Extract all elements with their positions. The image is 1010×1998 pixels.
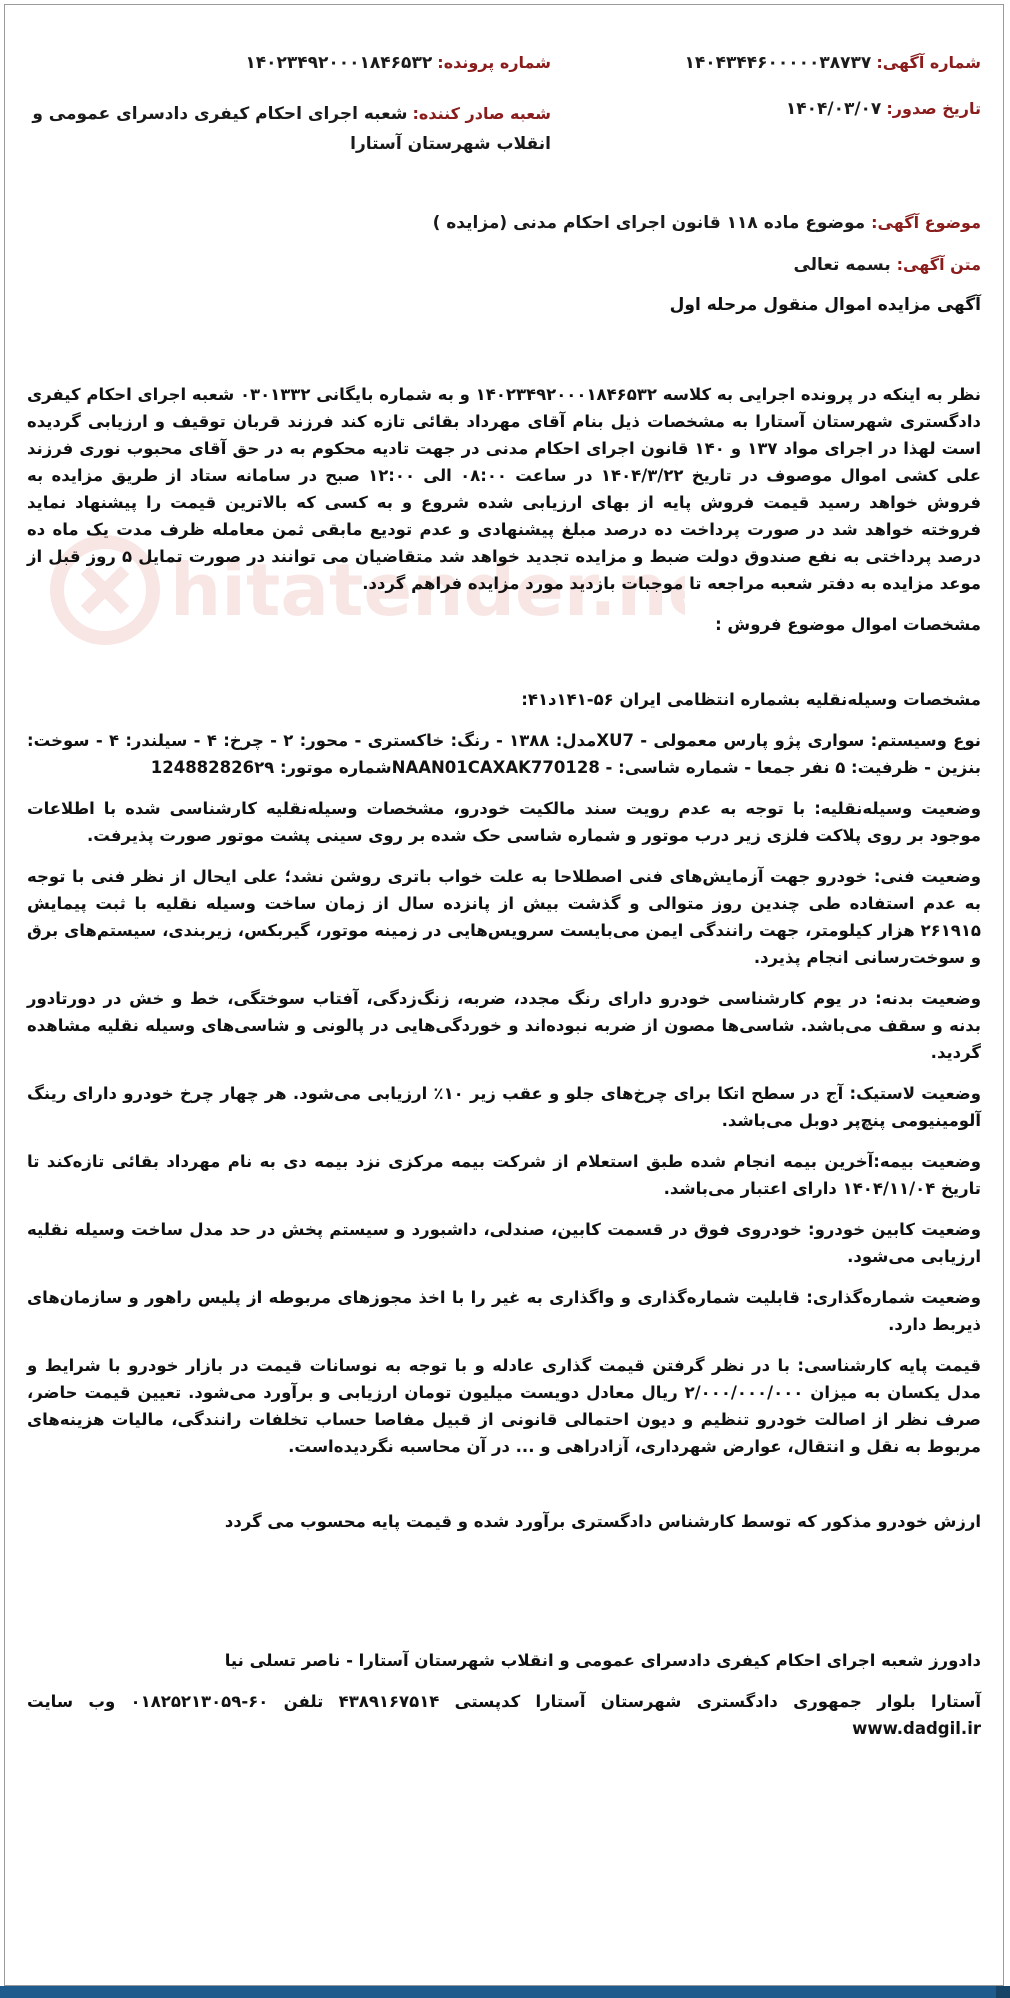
vehicle-heading: مشخصات وسیله‌نقلیه بشماره انتظامی ایران ۵۶-۱۴۱د۴۱: — [521, 690, 981, 709]
ad-number-value: ۱۴۰۴۳۴۴۶۰۰۰۰۰۳۸۷۳۷ — [684, 53, 872, 73]
header-block — [27, 27, 981, 177]
issuing-branch-row — [6, 99, 551, 159]
vehicle-status-paragraph: وضعیت وسیله‌نقلیه: با توجه به عدم رویت سند مالکیت خودرو، مشخصات وسیله‌نقلیه کارشناسی شده با اطلاعات موجود بر روی پلاکت فلزی زیر درب موتور و شماره شاسی حک شده بر روی سینی پشت موتور صورت پذیرفت. — [27, 799, 981, 845]
plate-status-paragraph: وضعیت شماره‌گذاری: قابلیت شماره‌گذاری و واگذاری به غیر را با اخذ مجوزهای مربوطه از پلیس راهور و سازمان‌های ذیربط دارد. — [27, 1288, 981, 1334]
announcement-title: آگهی مزایده اموال منقول مرحله اول — [669, 295, 981, 315]
intro-paragraph: نظر به اینکه در پرونده اجرایی به کلاسه ۱۴۰۲۳۴۹۲۰۰۰۱۸۴۶۵۳۲ و به شماره بایگانی ۰۳۰۱۳۳۲ شعبه اجرای احکام کیفری دادگستری شهرستان آستارا به مشخصات ذیل بنام آقای مهرداد بقائی تازه کند فرزند قربان توقیف و ارزیابی گردیده است لهذا در اجرای مواد ۱۳۷ و ۱۴۰ قانون اجرای احکام مدنی در جهت تادیه محکوم به در حق آقای محبوب نوری فرزند علی کشی اموال موصوف در تاریخ ۱۴۰۴/۳/۲۲ در ساعت ۰۸:۰۰ الی ۱۲:۰۰ صبح در سامانه ستاد از طریق مزایده به فروش خواهد رسید قیمت فروش پایه از بهای ارزیابی شده شروع و به کسی که بالاترین قیمت را پیشنهاد نماید فروخته خواهد شد در صورت پرداخت ده درصد مبلغ پیشنهادی و عدم تودیع مابقی ثمن معامله ظرف مدت یک ماه ده درصد پرداختی به نفع صندوق دولت ضبط و مزایده تجدید خواهد شد متقاضیان می توانند در صورت تمایل ۵ روز قبل از موعد مزایده به دفتر شعبه مراجعه تا موجبات بازدید مورد مزایده فراهم گردد. — [27, 385, 981, 593]
text-intro-row — [27, 255, 981, 275]
signature-line-1: دادورز شعبه اجرای احکام کیفری دادسرای عمومی و انقلاب شهرستان آستارا - ناصر تسلی نیا — [224, 1651, 981, 1670]
vehicle-type-paragraph: نوع وسیستم: سواری پژو پارس معمولی - XU7مدل: ۱۳۸۸ - رنگ: خاکستری - محور: ۲ - چرخ: ۴ - سیلندر: ۴ - سوخت: بنزین - ظرفیت: ۵ نفر جمعا - شماره شاسی: - NAAN01CAXAK770128شماره موتور: 124882826۲۹ — [27, 731, 981, 777]
technical-status-paragraph: وضعیت فنی: خودرو جهت آزمایش‌های فنی اصطلاحا به علت خواب باتری روشن نشد؛ علی ایحال از نظر فنی با توجه به عدم استفاده طی چندین روز متوالی و گذشت بیش از پانزده سال از زمان ساخت وسیله نقلیه با ثبت پیمایش ۲۶۱۹۱۵ هزار کیلومتر، جهت رانندگی ایمن می‌بایست سرویس‌هایی در زمینه موتور، گیربکس، زیربندی، سیستم‌های برق و سوخت‌رسانی انجام پذیرد. — [27, 867, 981, 967]
spacer — [27, 638, 981, 686]
assets-heading: مشخصات اموال موضوع فروش : — [715, 615, 981, 634]
case-number-label: شماره پرونده: — [437, 53, 551, 72]
announcement-page — [5, 5, 1003, 1985]
base-price-paragraph: قیمت پایه کارشناسی: با در نظر گرفتن قیمت گذاری عادله و با توجه به نوسانات قیمت در بازار خودرو با شرایط و مدل یکسان به میزان ۲/۰۰۰/۰۰۰/۰۰۰ ریال معادل دویست میلیون تومان ارزیابی و برآورد می‌شود. تعیین قیمت حاضر، صرف نظر از اصالت خودرو تنظیم و دیون احتمالی قانونی از قبیل مفاصا حساب تخلفات رانندگی، مالیات هزینه‌های مربوط به نقل و انتقال، عوارض شهرداری، آزادراهی و ... در آن محاسبه نگردیده‌است. — [27, 1356, 981, 1456]
case-number-row — [245, 53, 551, 73]
valuation-note: ارزش خودرو مذکور که توسط کارشناس دادگستری برآورد شده و قیمت پایه محسوب می گردد — [224, 1512, 981, 1531]
ad-number-row — [684, 53, 981, 73]
signature-line-2 — [27, 1688, 981, 1742]
subject-value: موضوع ماده ۱۱۸ قانون اجرای احکام مدنی (مزایده ) — [432, 213, 866, 233]
address-text: آستارا بلوار جمهوری دادگستری شهرستان آستارا کدپستی ۴۳۸۹۱۶۷۵۱۴ تلفن ۶۰-۰۱۸۲۵۲۱۳۰۵۹ وب سایت — [27, 1692, 981, 1711]
text-intro-label: متن آگهی: — [896, 255, 981, 274]
body-status-paragraph: وضعیت بدنه: در یوم کارشناسی خودرو دارای رنگ مجدد، ضربه، زنگ‌زدگی، آفتاب سوختگی، خط و خش در دورتادور بدنه و سقف می‌باشد. شاسی‌ها مصون از ضربه نبوده‌اند و خوردگی‌هایی در پالونی و شاسی‌های وسیله نقلیه مشاهده گردید. — [27, 989, 981, 1062]
cabin-status-paragraph: وضعیت کابین خودرو: خودروی فوق در قسمت کابین، صندلی، داشبورد و سیستم پخش در حد مدل ساخت وسیله نقلیه ارزیابی می‌شود. — [27, 1220, 981, 1266]
case-number-value: ۱۴۰۲۳۴۹۲۰۰۰۱۸۴۶۵۳۲ — [245, 53, 433, 73]
issue-date-row — [786, 99, 981, 119]
spacer — [27, 1535, 981, 1647]
website-link[interactable]: www.dadgil.ir — [852, 1719, 981, 1738]
insurance-status-paragraph: وضعیت بیمه:آخرین بیمه انجام شده طبق استعلام از شرکت بیمه مرکزی نزد بیمه دی به نام مهرداد بقائی تازه‌کند تا تاریخ ۱۴۰۴/۱۱/۰۴ دارای اعتبار می‌باشد. — [27, 1152, 981, 1198]
issuing-branch-value: شعبه اجرای احکام کیفری دادسرای عمومی و انقلاب شهرستان آستارا — [32, 104, 551, 154]
spacer — [27, 1460, 981, 1508]
bottom-status-bar — [0, 1986, 1010, 1998]
subject-row — [27, 213, 981, 233]
tire-status-paragraph: وضعیت لاستیک: آج در سطح اتکا برای چرخ‌های جلو و عقب زیر ۱۰٪ ارزیابی می‌شود. هر چهار چرخ خودرو دارای رینگ آلومینیومی پنچ‌پر دوبل می‌باشد. — [27, 1084, 981, 1130]
ad-number-label: شماره آگهی: — [876, 53, 981, 72]
watermark-text: hitatender.n — [170, 548, 668, 632]
document-frame — [4, 4, 1004, 1986]
text-intro-value: بسمه تعالی — [793, 255, 891, 275]
issue-date-label: تاریخ صدور: — [886, 99, 981, 118]
issue-date-value: ۱۴۰۴/۰۳/۰۷ — [785, 99, 882, 119]
issuing-branch-label: شعبه صادر کننده: — [412, 104, 551, 123]
scrollbar-thumb[interactable] — [996, 1986, 1010, 1998]
subject-label: موضوع آگهی: — [871, 213, 981, 232]
